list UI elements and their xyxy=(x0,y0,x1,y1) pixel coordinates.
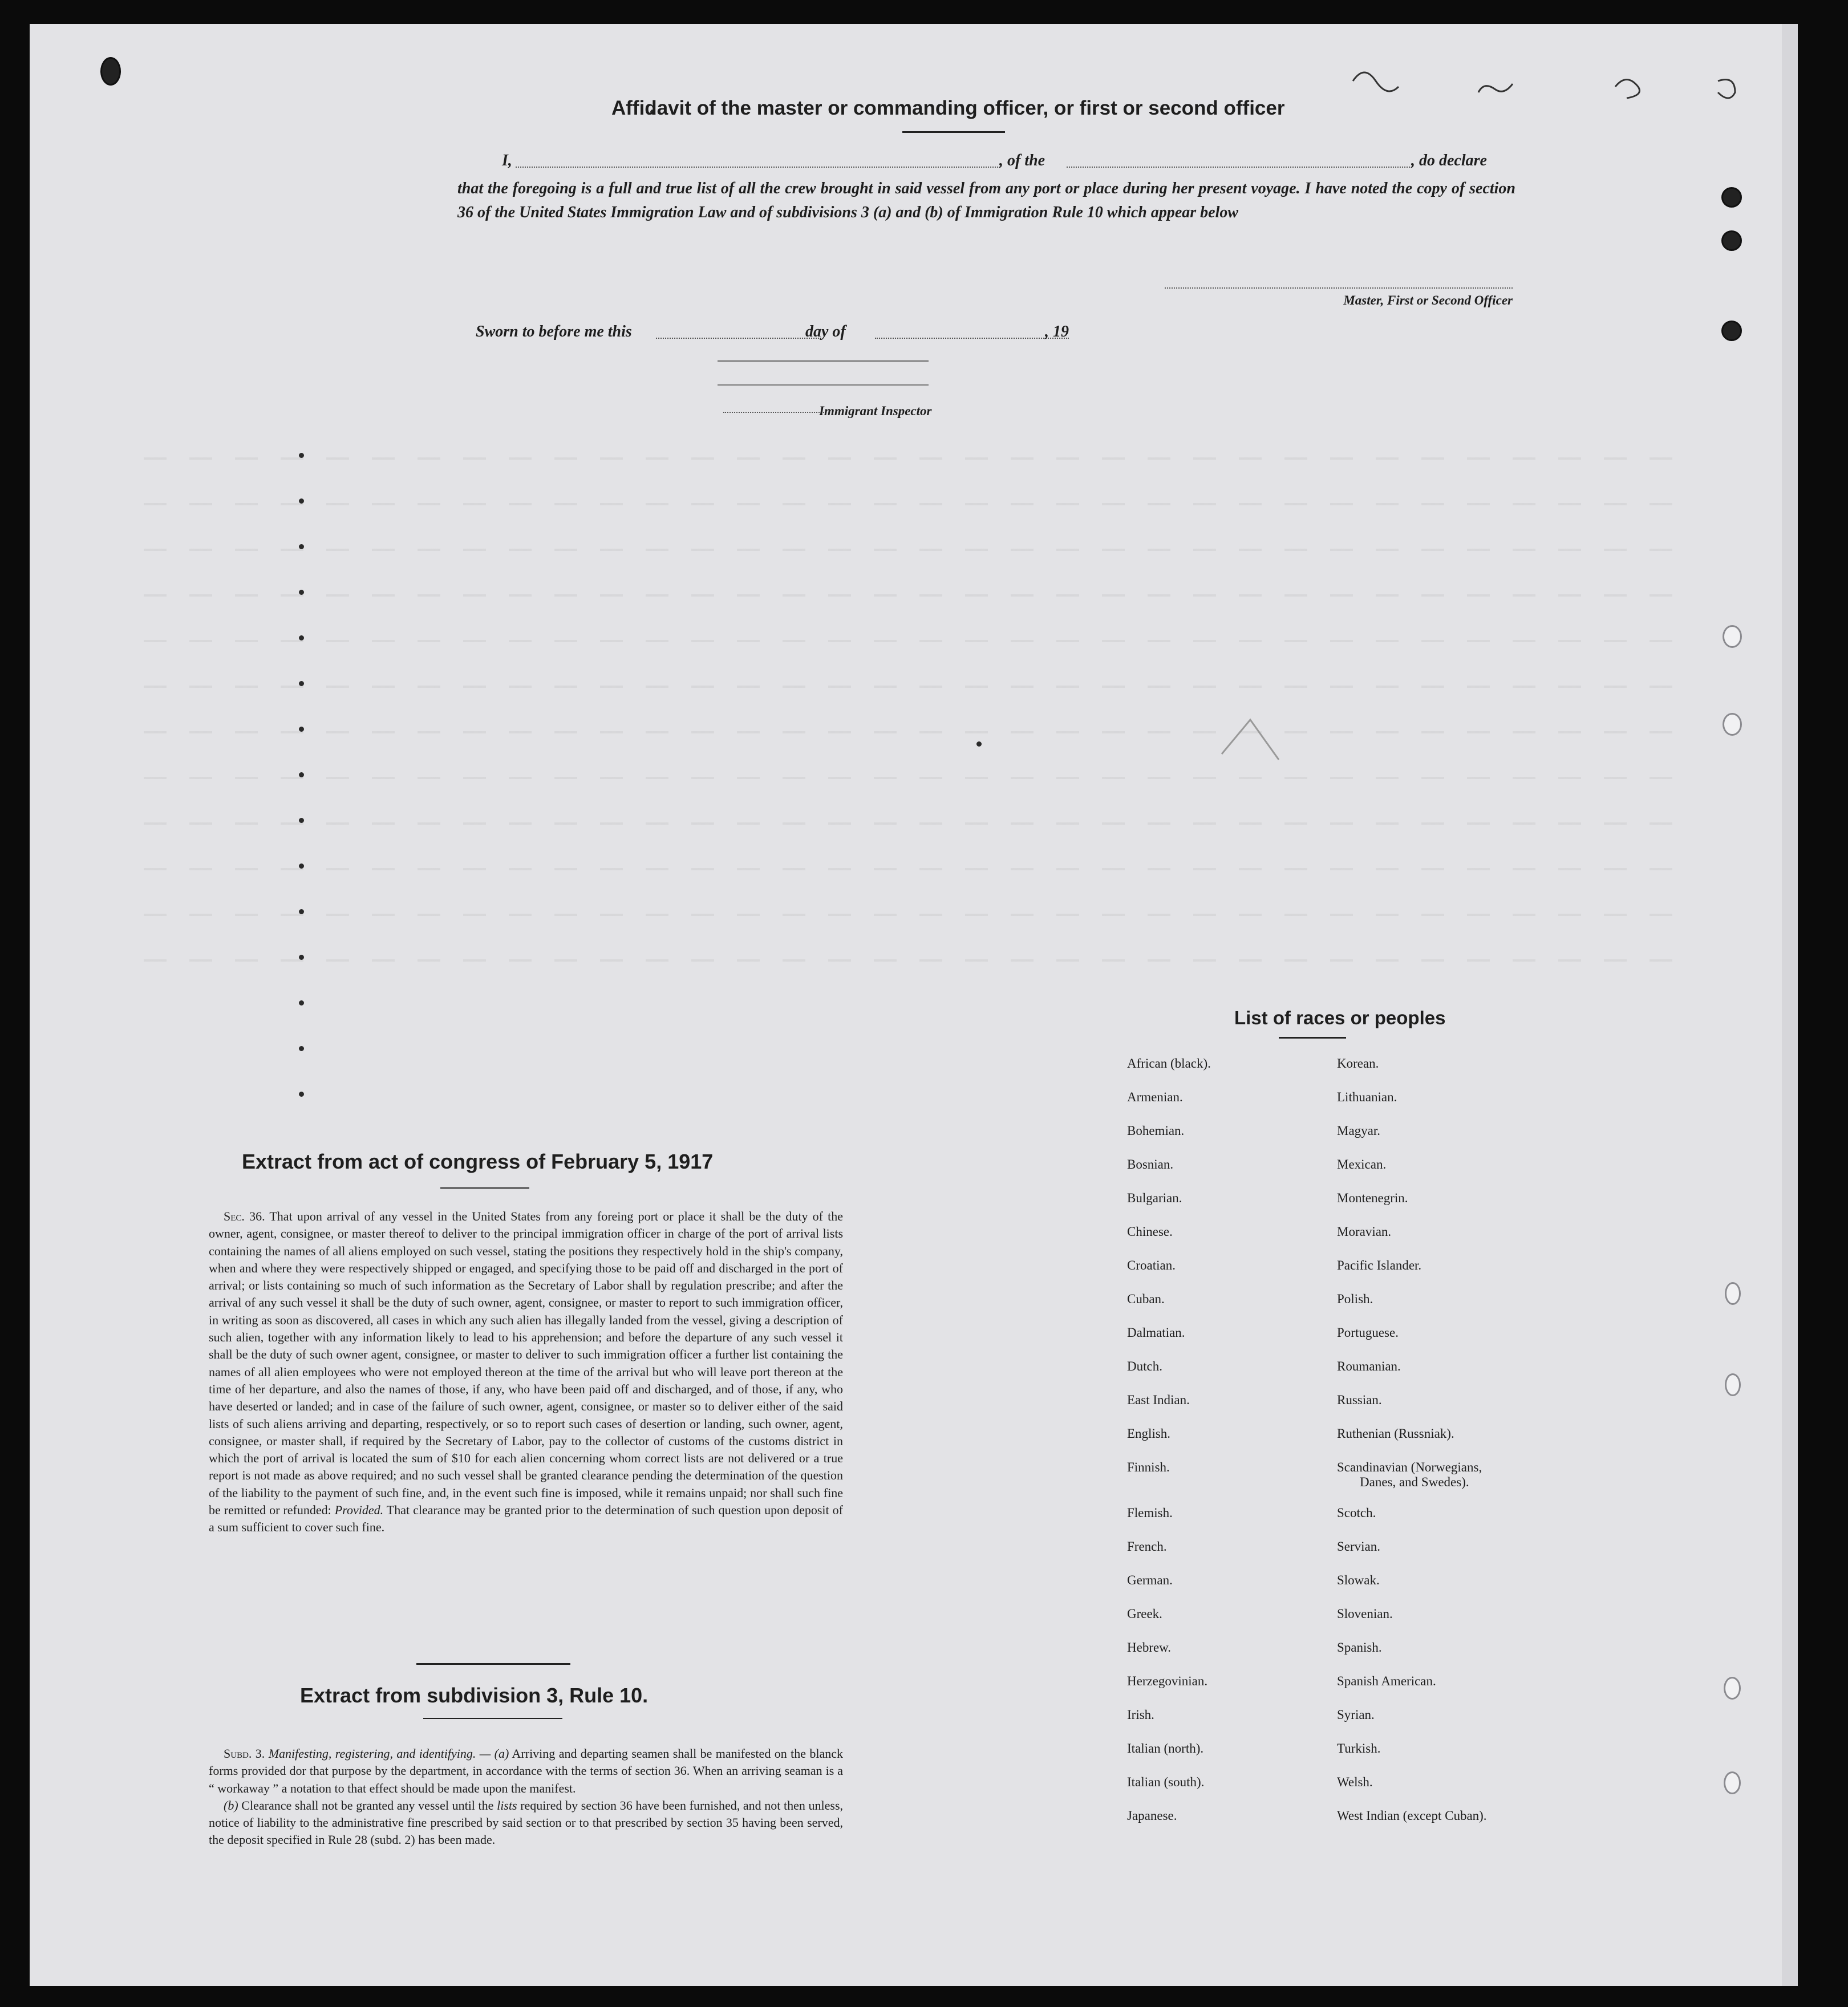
race-item: Korean. xyxy=(1337,1056,1379,1071)
manifest-back-page xyxy=(30,24,1782,1986)
punch-hole xyxy=(1724,1677,1741,1700)
race-item: Cuban. xyxy=(1127,1292,1165,1306)
race-item: French. xyxy=(1127,1539,1167,1554)
race-item: Greek. xyxy=(1127,1607,1162,1621)
bleed-through xyxy=(144,457,1684,460)
race-item: Moravian. xyxy=(1337,1225,1392,1239)
provided-label: Provided. xyxy=(334,1503,384,1518)
race-item: East Indian. xyxy=(1127,1393,1190,1407)
race-item: Chinese. xyxy=(1127,1225,1173,1239)
i-label: I, xyxy=(502,152,512,169)
subd-label: Subd. 3. xyxy=(224,1746,265,1761)
day-blank-line[interactable] xyxy=(656,338,821,339)
inspector-line xyxy=(718,360,929,362)
race-item: Japanese. xyxy=(1127,1809,1177,1823)
bleed-through xyxy=(144,640,1684,642)
race-item: Montenegrin. xyxy=(1337,1191,1408,1205)
race-item: Syrian. xyxy=(1337,1708,1375,1722)
race-item: Turkish. xyxy=(1337,1741,1381,1755)
vessel-blank-line[interactable] xyxy=(1067,167,1412,168)
affidavit-title: Affidavit of the master or commanding officer, or first or second officer xyxy=(611,97,1285,119)
race-item: Italian (south). xyxy=(1127,1775,1205,1789)
bleed-through xyxy=(144,822,1684,825)
race-item: Italian (north). xyxy=(1127,1741,1204,1755)
race-item: Flemish. xyxy=(1127,1506,1173,1520)
punch-hole xyxy=(1725,1282,1741,1305)
month-blank-line[interactable] xyxy=(875,338,1069,339)
race-item: Bosnian. xyxy=(1127,1157,1174,1171)
bleed-through xyxy=(144,503,1684,505)
race-item: Croatian. xyxy=(1127,1258,1176,1272)
race-item: Dutch. xyxy=(1127,1359,1162,1373)
punch-hole xyxy=(1721,187,1742,208)
race-item: Roumanian. xyxy=(1337,1359,1401,1373)
act-title-underline xyxy=(440,1187,529,1189)
race-item: German. xyxy=(1127,1573,1173,1587)
bleed-through xyxy=(144,549,1684,551)
rule-extract-title: Extract from subdivision 3, Rule 10. xyxy=(300,1684,649,1707)
punch-hole xyxy=(1725,1373,1741,1396)
race-item: Herzegovinian. xyxy=(1127,1674,1208,1688)
day-of-label: day of xyxy=(805,323,846,340)
name-blank-line[interactable] xyxy=(516,167,1000,168)
race-item: Slowak. xyxy=(1337,1573,1380,1587)
rule-title-underline xyxy=(423,1718,562,1719)
inspector-label: Immigrant Inspector xyxy=(819,404,932,418)
bleed-through xyxy=(144,777,1684,779)
bleed-through xyxy=(144,594,1684,597)
sworn-label: Sworn to before me this xyxy=(476,323,632,340)
bleed-through xyxy=(144,686,1684,688)
punch-hole xyxy=(1721,321,1742,341)
race-item: Slovenian. xyxy=(1337,1607,1393,1621)
declaration-text: that the foregoing is a full and true list of all the crew brought in said vessel from any port or place during her present voyage. I have noted the copy of section 36 of the United States Immigration Law and of subdivisions 3 (a) and (b) of Immigration Rule 10 which appear below xyxy=(457,180,1515,221)
para-b-lists: lists xyxy=(497,1798,517,1813)
inspector-line xyxy=(718,384,929,386)
subd-heading: Manifesting, registering, and identifying. — (a) xyxy=(268,1746,509,1761)
race-item: Ruthenian (Russniak). xyxy=(1337,1426,1454,1441)
race-item: African (black). xyxy=(1127,1056,1211,1071)
race-item: Mexican. xyxy=(1337,1157,1387,1171)
race-item: Lithuanian. xyxy=(1337,1090,1397,1104)
section-label: Sec. 36. xyxy=(224,1209,265,1223)
para-b-label: (b) xyxy=(224,1798,238,1813)
para-b-start: Clearance shall not be granted any vessel until the xyxy=(241,1798,494,1813)
race-item: Welsh. xyxy=(1337,1775,1373,1789)
punch-hole xyxy=(1723,713,1742,736)
race-item: Bohemian. xyxy=(1127,1124,1185,1138)
punch-hole xyxy=(1724,1771,1741,1794)
officer-signature-label: Master, First or Second Officer xyxy=(1343,293,1513,307)
race-item: Danes, and Swedes). xyxy=(1360,1475,1469,1489)
race-item: Pacific Islander. xyxy=(1337,1258,1422,1272)
race-item: English. xyxy=(1127,1426,1171,1441)
do-declare-label: , do declare xyxy=(1411,152,1487,169)
race-item: Portuguese. xyxy=(1337,1325,1399,1340)
right-edge-strip xyxy=(1782,24,1798,1986)
punch-hole xyxy=(1721,230,1742,251)
race-item: Russian. xyxy=(1337,1393,1382,1407)
races-list-title: List of races or peoples xyxy=(1234,1007,1446,1028)
race-item: Scandinavian (Norwegians, xyxy=(1337,1460,1482,1474)
race-item: Armenian. xyxy=(1127,1090,1183,1104)
act-extract-text xyxy=(209,1208,843,1536)
race-item: Hebrew. xyxy=(1127,1640,1172,1655)
race-item: Spanish American. xyxy=(1337,1674,1436,1688)
bleed-through xyxy=(144,731,1684,733)
punch-hole xyxy=(100,57,121,86)
act-body: That upon arrival of any vessel in the United States from any foreing port or place it shall be the duty of the owner, agent, consignee, or master thereof to deliver to the principal immigration officer in charge of the port of arrival lists containing the names of all aliens employed on such vessel, stating the positions they respectively hold in the ship's company, when and where they were respectively shipped or engaged, and specifying those to be paid off and discharged in the port of arrival; or lists containing so much of such information as the Secretary of Labor shall by regulation prescribe; and after the arrival of any such vessel it shall be the duty of such owner, agent, consignee, or master to report to such immigration officer, in writing as soon as discovered, all cases in which any such alien has illegally landed from the vessel, giving a description of such alien, together with any information likely to lead to his apprehension; and before the departure of any such vessel it shall be the duty of such owner agent, consignee, or master to deliver to such immigration officer a further list containing the names of all alien employees who were not employed thereon at the time of the arrival but who will leave port thereon at the time of her departure, and also the names of those, if any, who have been paid off and discharged, and of those, if any, who have deserted or landed; and in case of the failure of such owner, agent, consignee, or master so to deliver either of the said lists of such aliens arriving and departing, respectively, or so to report such cases of desertion or landing, such owner, agent, consignee, or master shall, if required by the Secretary of Labor, pay to the collector of customs of the customs district in which the port of arrival is located the sum of $10 for each alien concerning whom correct lists are not delivered or a true report is not made as above required; and no such vessel shall be granted clearance pending the determination of the question of the liability to the payment of such fine, and, in the event such fine is imposed, while it remains unpaid; nor shall such fine be remitted or refunded: xyxy=(209,1209,843,1518)
of-the-label: , of the xyxy=(999,152,1045,169)
race-item: Spanish. xyxy=(1337,1640,1382,1655)
bleed-through xyxy=(144,868,1684,870)
race-item: Irish. xyxy=(1127,1708,1154,1722)
pencil-mark xyxy=(1216,714,1319,771)
year-label: , 19 xyxy=(1045,323,1069,340)
handwriting-marks xyxy=(1330,58,1782,138)
race-item: Magyar. xyxy=(1337,1124,1381,1138)
para-a: Arriving and departing seamen shall be manifested on the blanck forms provided dor that purpose by the department, in accordance with the terms of section 36. When an arriving seaman is a “ workaway ” a notation to that effect should be made upon the manifest. xyxy=(209,1746,844,1795)
race-item: Dalmatian. xyxy=(1127,1325,1185,1340)
section-divider xyxy=(416,1663,570,1665)
inspector-signature-line[interactable] xyxy=(723,412,826,413)
race-item: Scotch. xyxy=(1337,1506,1376,1520)
act-extract-title: Extract from act of congress of February 5, 1917 xyxy=(242,1150,714,1173)
bleed-through xyxy=(144,959,1684,962)
bleed-through xyxy=(144,914,1684,916)
races-title-underline xyxy=(1279,1037,1346,1039)
officer-signature-line[interactable] xyxy=(1165,287,1513,289)
rule-extract-text xyxy=(209,1745,843,1849)
title-underline xyxy=(902,131,1005,133)
para-b-end: required by section 36 have been furnished, and not then unless, notice of liability to the administrative fine prescribed by said section or to that prescribed by section 35 having been served, the deposit specified in Rule 28 (subd. 2) has been made. xyxy=(209,1798,844,1847)
race-item: Polish. xyxy=(1337,1292,1373,1306)
punch-hole xyxy=(1723,625,1742,648)
act-body-end: That clearance may be granted prior to the determination of such question upon deposit of a sum sufficient to cover such fine. xyxy=(209,1503,844,1535)
race-item: West Indian (except Cuban). xyxy=(1337,1809,1487,1823)
race-item: Bulgarian. xyxy=(1127,1191,1182,1205)
race-item: Finnish. xyxy=(1127,1460,1170,1474)
race-item: Servian. xyxy=(1337,1539,1381,1554)
